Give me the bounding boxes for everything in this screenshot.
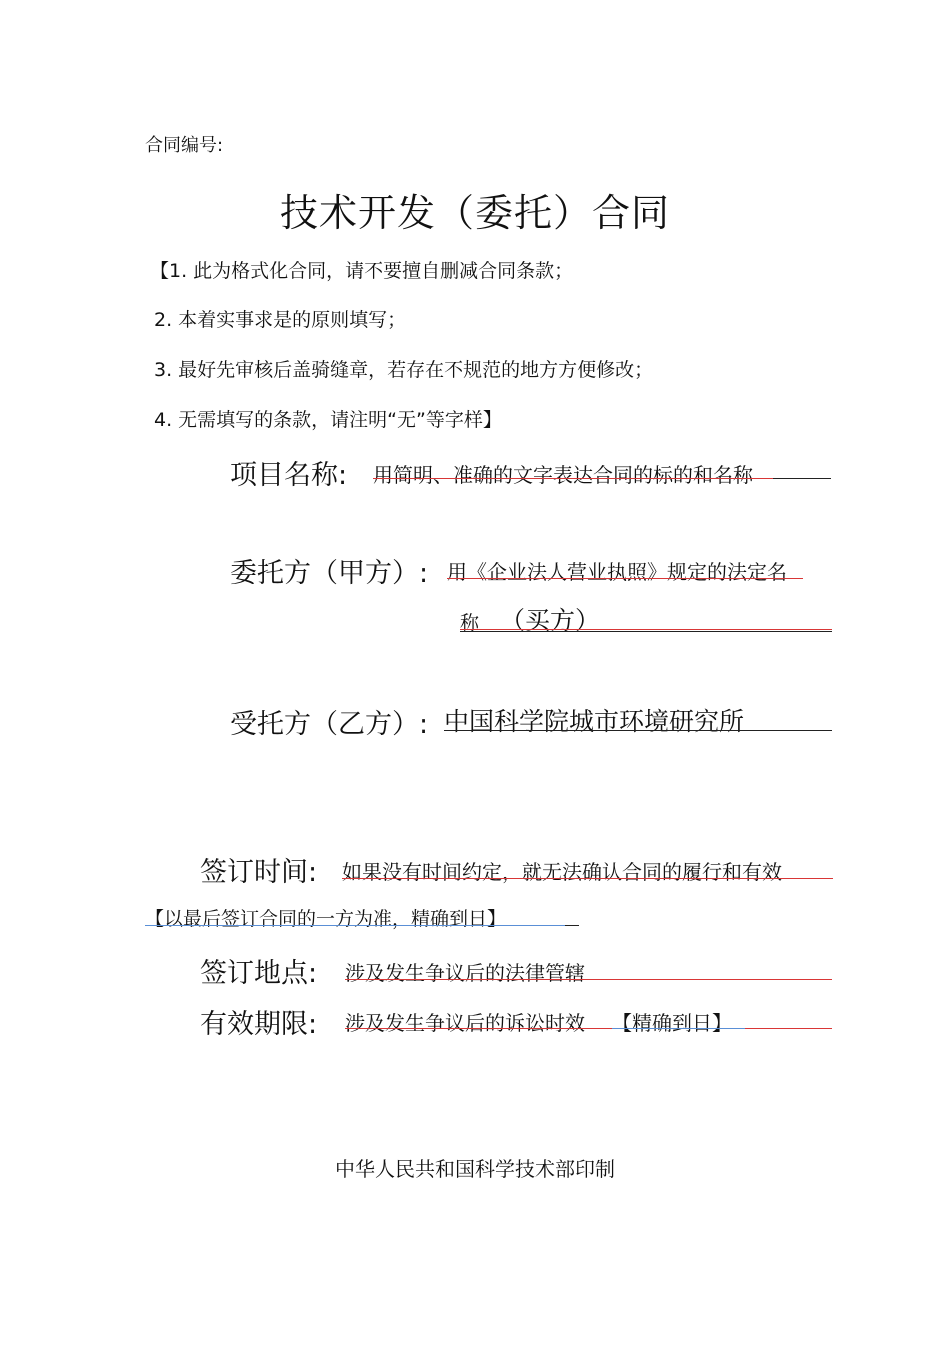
client-value-line2b: （买方）: [500, 606, 601, 635]
document-title: 技术开发（委托）合同: [279, 191, 670, 235]
sign-place-underline: [345, 979, 832, 980]
project-name-underline-red: [373, 478, 773, 479]
client-underline-2-red: [460, 629, 832, 630]
instruction-4: 4. 无需填写的条款，请注明“无”等字样】: [154, 409, 502, 431]
client-underline-2-black: [460, 631, 832, 632]
client-value-line1: 用《企业法人营业执照》规定的法定名: [447, 560, 787, 584]
sign-time-label: 签订时间:: [200, 857, 318, 888]
contractor-underline: [444, 730, 832, 731]
validity-underline-red-1: [345, 1028, 612, 1029]
contract-number-label: 合同编号:: [145, 135, 224, 156]
footer-publisher: 中华人民共和国科学技术部印制: [335, 1157, 615, 1181]
client-label: 委托方（甲方）:: [230, 558, 429, 589]
instruction-2: 2. 本着实事求是的原则填写；: [154, 309, 407, 331]
project-name-underline-black: [773, 478, 831, 479]
validity-value-b: 【精确到日】: [612, 1011, 732, 1035]
validity-label: 有效期限:: [200, 1009, 318, 1040]
sign-time-underline-2-blue: [145, 925, 565, 926]
sign-time-underline-2-black: [565, 925, 579, 926]
validity-underline-red-2: [745, 1028, 832, 1029]
project-name-label: 项目名称:: [230, 460, 348, 491]
project-name-value: 用简明、准确的文字表达合同的标的和名称: [373, 463, 753, 487]
sign-place-label: 签订地点:: [200, 958, 318, 989]
contractor-label: 受托方（乙方）:: [230, 709, 429, 740]
sign-place-value: 涉及发生争议后的法律管辖: [345, 961, 585, 985]
validity-underline-blue: [612, 1028, 745, 1029]
sign-time-value-line1: 如果没有时间约定，就无法确认合同的履行和有效: [342, 860, 782, 884]
instruction-3: 3. 最好先审核后盖骑缝章，若存在不规范的地方方便修改；: [154, 359, 654, 381]
sign-time-value-line2: 【以最后签订合同的一方为准，精确到日】: [145, 908, 507, 930]
instruction-1: 【1. 此为格式化合同，请不要擅自删减合同条款；: [150, 260, 574, 282]
client-value-line2a: 称: [460, 612, 480, 634]
sign-time-underline-1: [342, 878, 833, 879]
client-underline-1: [447, 578, 803, 579]
contractor-value: 中国科学院城市环境研究所: [444, 707, 745, 736]
validity-value-a: 涉及发生争议后的诉讼时效: [345, 1011, 585, 1035]
